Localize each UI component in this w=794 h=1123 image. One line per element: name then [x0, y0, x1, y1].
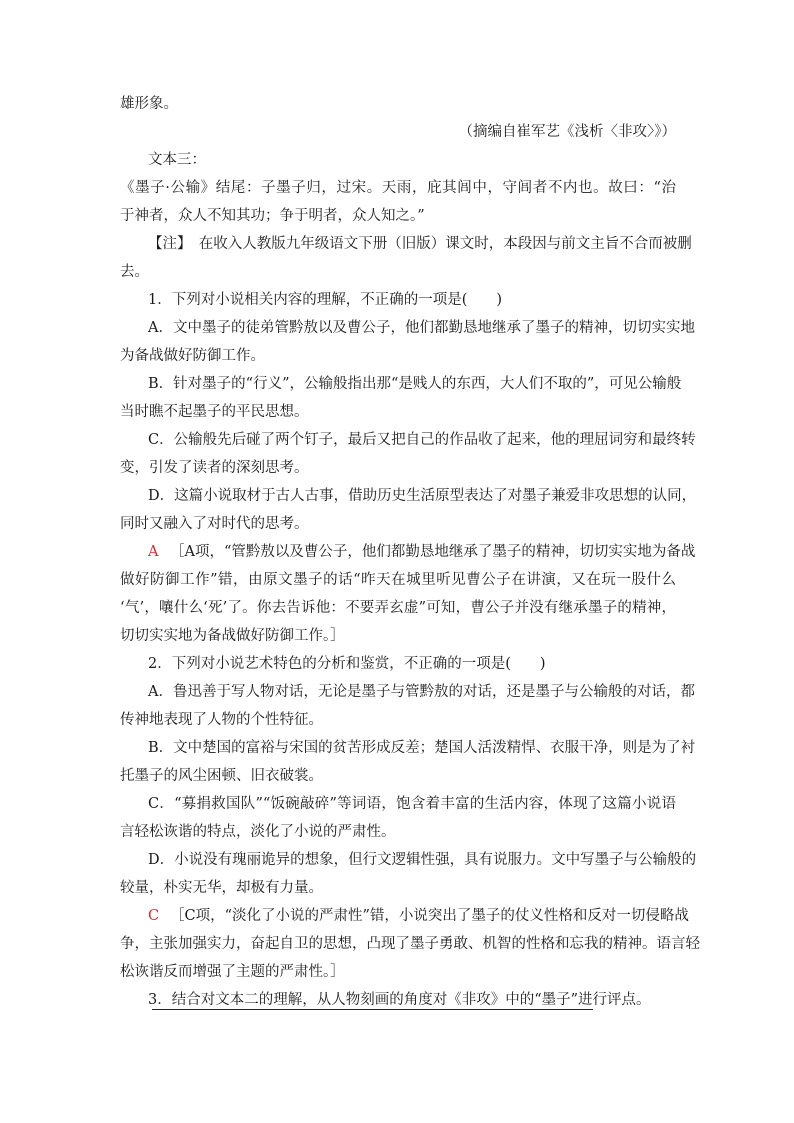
- option-a: A．文中墨子的徒弟管黔敖以及曹公子，他们都勤恳地继承了墨子的精神，切切实实地: [148, 320, 695, 336]
- option-c-cont: 变，引发了读者的深刻思考。: [120, 460, 309, 476]
- text-line: 雄形象。: [120, 96, 178, 112]
- option-d-cont: 同时又融入了对时代的思考。: [120, 516, 309, 532]
- option-c: C．“募捐救国队”“饭碗敲碎”等词语，饱含着丰富的生活内容，体现了这篇小说语: [148, 796, 676, 812]
- source-citation: （摘编自崔军艺《浅析〈非攻〉》）: [458, 124, 676, 140]
- question-3: 3．结合对文本二的理解，从人物刻画的角度对《非攻》中的“墨子”进行评点。: [148, 992, 651, 1008]
- option-b: B．文中楚国的富裕与宋国的贫苦形成反差；楚国人活泼精悍、衣服干净，则是为了衬: [148, 740, 696, 756]
- question-1: 1．下列对小说相关内容的理解，不正确的一项是( ): [148, 292, 503, 308]
- note-line: 【注】 在收入人教版九年级语文下册（旧版）课文时，本段因与前文主旨不合而被删: [148, 236, 692, 252]
- option-a-cont: 传神地表现了人物的个性特征。: [120, 712, 323, 728]
- option-d-cont: 较量，朴实无华，却极有力量。: [120, 880, 323, 896]
- option-d: D．这篇小说取材于古人古事，借助历史生活原型表达了对墨子兼爱非攻思想的认同，: [148, 488, 697, 504]
- answer-explanation: 争，主张加强实力，奋起自卫的思想，凸现了墨子勇敢、机智的性格和忘我的精神。语言轻: [120, 936, 700, 952]
- note-line: 去。: [120, 264, 149, 280]
- answer-explanation: 做好防御工作”错，由原文墨子的话“昨天在城里听见曹公子在讲演，又在玩一股什么: [120, 572, 676, 588]
- answer-blank-line[interactable]: [152, 1009, 593, 1010]
- option-c-cont: 言轻松诙谐的特点，淡化了小说的严肃性。: [120, 824, 396, 840]
- question-2: 2．下列对小说艺术特色的分析和鉴赏，不正确的一项是( ): [148, 656, 546, 672]
- section-heading: 文本三：: [148, 152, 206, 168]
- answer-explanation: ‘气’，嚷什么‘死’了。你去告诉他：不要弄玄虚”可知，曹公子并没有继承墨子的精神，: [120, 600, 676, 616]
- option-a: A．鲁迅善于写人物对话，无论是墨子与管黔敖的对话，还是墨子与公输般的对话，都: [148, 684, 695, 700]
- answer-letter: A: [148, 544, 159, 560]
- answer-explanation: ［A项，“管黔敖以及曹公子，他们都勤恳地继承了墨子的精神，切切实实地为备战: [170, 544, 696, 560]
- text-line: 于神者，众人不知其功；争于明者，众人知之。”: [120, 208, 425, 224]
- option-b-cont: 托墨子的风尘困顿、旧衣破裳。: [120, 768, 323, 784]
- option-d: D．小说没有瑰丽诡异的想象，但行文逻辑性强，具有说服力。文中写墨子与公输般的: [148, 852, 697, 868]
- text-line: 《墨子·公输》结尾：子墨子归，过宋。天雨，庇其闾中，守闾者不内也。故曰：“治: [120, 180, 676, 196]
- option-c: C．公输般先后碰了两个钉子，最后又把自己的作品收了起来，他的理屈词穷和最终转: [148, 432, 696, 448]
- answer-explanation: ［C项，“淡化了小说的严肃性”错，小说突出了墨子的仗义性格和反对一切侵略战: [170, 908, 689, 924]
- option-a-cont: 为备战做好防御工作。: [120, 348, 265, 364]
- answer-explanation: 切切实实地为备战做好防御工作。］: [120, 628, 345, 644]
- answer-explanation: 松诙谐反而增强了主题的严肃性。］: [120, 964, 345, 980]
- option-b-cont: 当时瞧不起墨子的平民思想。: [120, 404, 309, 420]
- answer-letter: C: [148, 908, 160, 924]
- option-b: B．针对墨子的“行义”，公输般指出那“是贱人的东西，大人们不取的”，可见公输般: [148, 376, 682, 392]
